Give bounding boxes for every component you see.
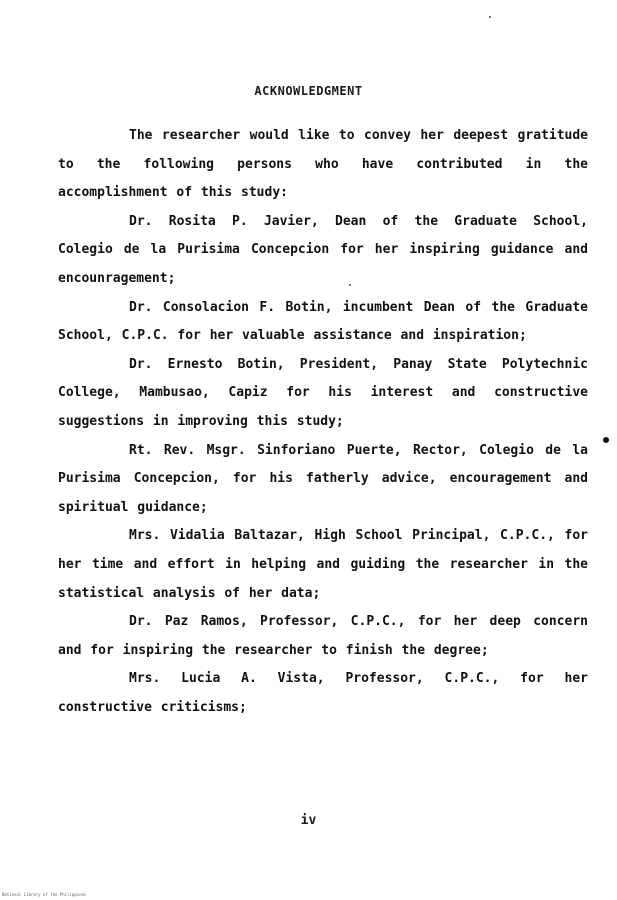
footer-note: National Library of the Philippines bbox=[2, 892, 87, 897]
paragraph-baltazar: Mrs. Vidalia Baltazar, High School Principal, C.P.C., for her time and effort in helping and guiding the researcher in the statistical analysis of her data; bbox=[58, 528, 588, 601]
paragraph-javier: Dr. Rosita P. Javier, Dean of the Graduate School, Colegio de la Purisima Concepcion for her inspiring guidance and encounragement; bbox=[58, 213, 588, 286]
scan-speck bbox=[489, 16, 491, 18]
paragraph-consolacion-botin: Dr. Consolacion F. Botin, incumbent Dean of the Graduate School, C.P.C. for her valuable assistance and inspiration; bbox=[58, 299, 588, 344]
paragraph-vista: Mrs. Lucia A. Vista, Professor, C.P.C., for her constructive criticisms; bbox=[58, 671, 588, 715]
paragraph-puerte: Rt. Rev. Msgr. Sinforiano Puerte, Rector, Colegio de la Purisima Concepcion, for his fatherly advice, encouragement and spiritual guidance; bbox=[58, 442, 588, 515]
paragraph-ramos: Dr. Paz Ramos, Professor, C.P.C., for her deep concern and for inspiring the researcher to finish the degree; bbox=[58, 614, 588, 658]
scan-speck bbox=[603, 437, 609, 443]
acknowledgment-body bbox=[58, 122, 588, 722]
paragraph-ernesto-botin: Dr. Ernesto Botin, President, Panay State Polytechnic College, Mambusao, Capiz for his interest and constructive suggestions in improving this study; bbox=[58, 356, 588, 429]
page-title: ACKNOWLEDGMENT bbox=[254, 84, 363, 98]
scan-speck bbox=[349, 284, 351, 286]
paragraph-intro: The researcher would like to convey her deepest gratitude to the following persons who have contributed in the accomplishment of this study: bbox=[58, 128, 588, 201]
page-number: iv bbox=[300, 813, 317, 828]
